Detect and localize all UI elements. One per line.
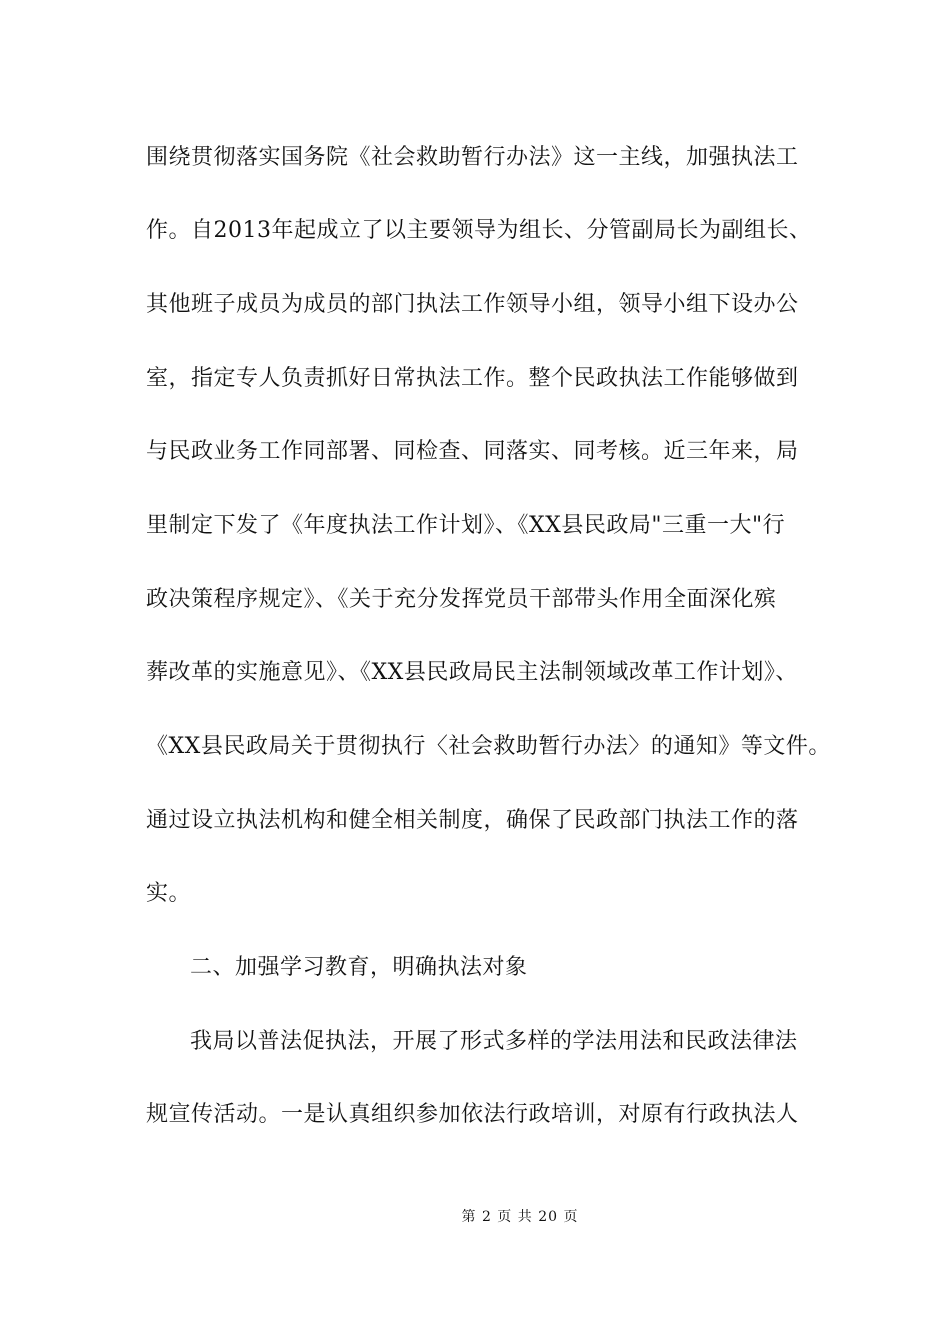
body-line-10: 通过设立执法机构和健全相关制度，确保了民政部门执法工作的落 xyxy=(146,808,799,833)
section-heading: 二、加强学习教育，明确执法对象 xyxy=(190,955,528,980)
body-line-4: 室，指定专人负责抓好日常执法工作。整个民政执法工作能够做到 xyxy=(146,366,799,391)
body-line-11: 实。 xyxy=(146,881,192,906)
page-number-footer: 第 2 页 共 20 页 xyxy=(461,1209,579,1225)
paragraph2-line-1: 我局以普法促执法，开展了形式多样的学法用法和民政法律法 xyxy=(190,1029,798,1054)
body-line-6: 里制定下发了《年度执法工作计划》、《XX县民政局"三重一大"行 xyxy=(146,513,786,538)
body-line-9: 《XX县民政局关于贯彻执行〈社会救助暂行办法〉的通知》等文件。 xyxy=(146,734,831,759)
body-line-2: 作。自2013年起成立了以主要领导为组长、分管副局长为副组长、 xyxy=(146,218,812,243)
body-line-7: 政决策程序规定》、《关于充分发挥党员干部带头作用全面深化殡 xyxy=(146,587,777,612)
body-line-1: 围绕贯彻落实国务院《社会救助暂行办法》这一主线，加强执法工 xyxy=(146,145,799,170)
paragraph2-line-2: 规宣传活动。一是认真组织参加依法行政培训，对原有行政执法人 xyxy=(146,1102,799,1127)
body-line-8: 葬改革的实施意见》、《XX县民政局民主法制领域改革工作计划》、 xyxy=(146,660,798,685)
body-line-3: 其他班子成员为成员的部门执法工作领导小组，领导小组下设办公 xyxy=(146,292,799,317)
body-line-5: 与民政业务工作同部署、同检查、同落实、同考核。近三年来，局 xyxy=(146,439,799,464)
